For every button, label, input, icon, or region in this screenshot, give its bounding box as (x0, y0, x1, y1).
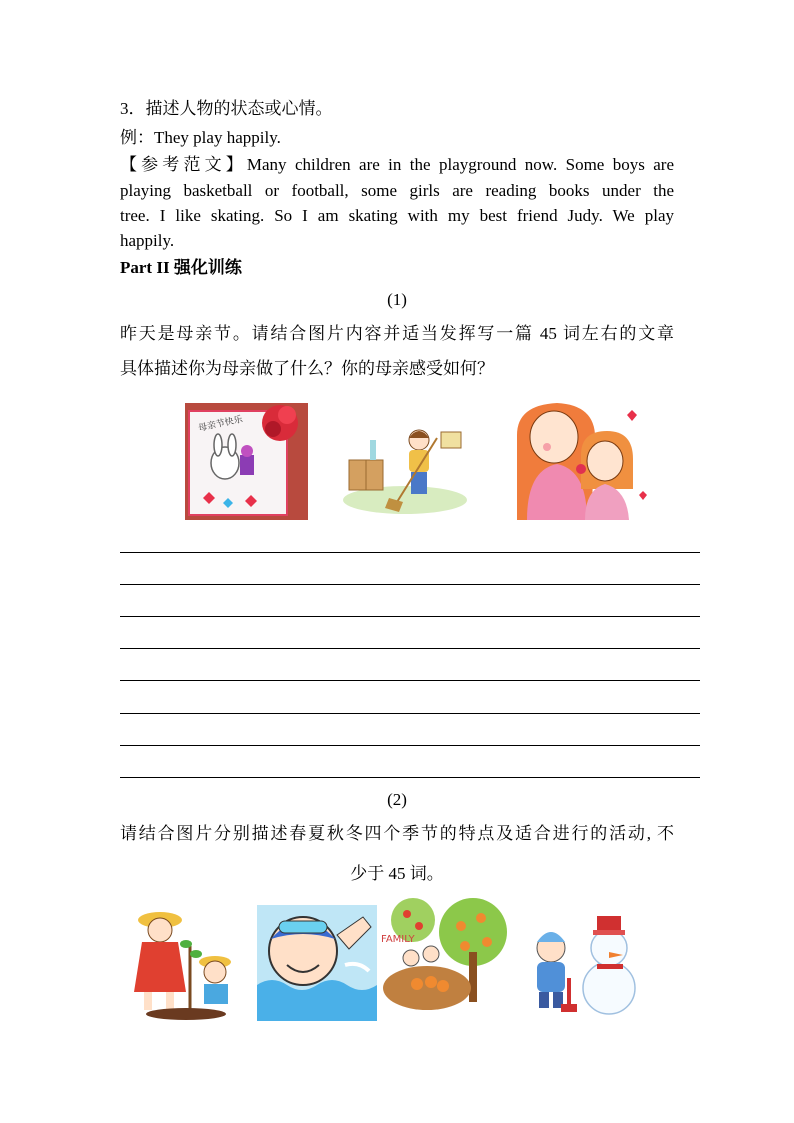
writing-line (120, 552, 700, 553)
sample-essay-line-1: 【参考范文】Many children are in the playground now. Some boys are (120, 155, 674, 174)
task-1-instruction-line-2: 具体描述你为母亲做了什么？你的母亲感受如何？ (120, 359, 494, 378)
writing-line (120, 713, 700, 714)
writing-line (120, 584, 700, 585)
writing-line (120, 745, 700, 746)
card-text: 母亲节快乐 (197, 414, 244, 434)
task-2-instruction-line-2: 少于 45 词。 (350, 864, 444, 883)
autumn-harvest-image (377, 892, 510, 1021)
example-text: 例：They play happily. (120, 128, 281, 147)
writing-line (120, 648, 700, 649)
item-3-text: 3．描述人物的状态或心情。 (120, 99, 333, 118)
winter-snowman-image (513, 898, 643, 1021)
spring-planting-image (120, 906, 247, 1021)
mother-and-child-image (509, 395, 653, 520)
writing-line (120, 680, 700, 681)
sample-essay-line-2: playing basketball or football, some girls are reading books under the (120, 181, 674, 200)
task-2-number: (2) (387, 790, 407, 809)
sample-essay-line-4: happily. (120, 231, 175, 250)
writing-line (120, 777, 700, 778)
task-1-number: (1) (387, 290, 407, 309)
family-sign-text: FAMILY (381, 934, 415, 945)
summer-swimming-image (257, 905, 377, 1021)
task-2-instruction-line-1: 请结合图片分别描述春夏秋冬四个季节的特点及适合进行的活动, 不 (120, 824, 674, 843)
mothers-day-card-image (185, 403, 308, 520)
sample-essay-line-3: tree. I like skating. So I am skating with my best friend Judy. We play (120, 206, 674, 225)
girl-sweeping-image (337, 418, 472, 519)
part-2-heading: Part II 强化训练 (120, 258, 242, 277)
task-1-instruction-line-1: 昨天是母亲节。请结合图片内容并适当发挥写一篇 45 词左右的文章 (120, 324, 674, 343)
writing-line (120, 616, 700, 617)
